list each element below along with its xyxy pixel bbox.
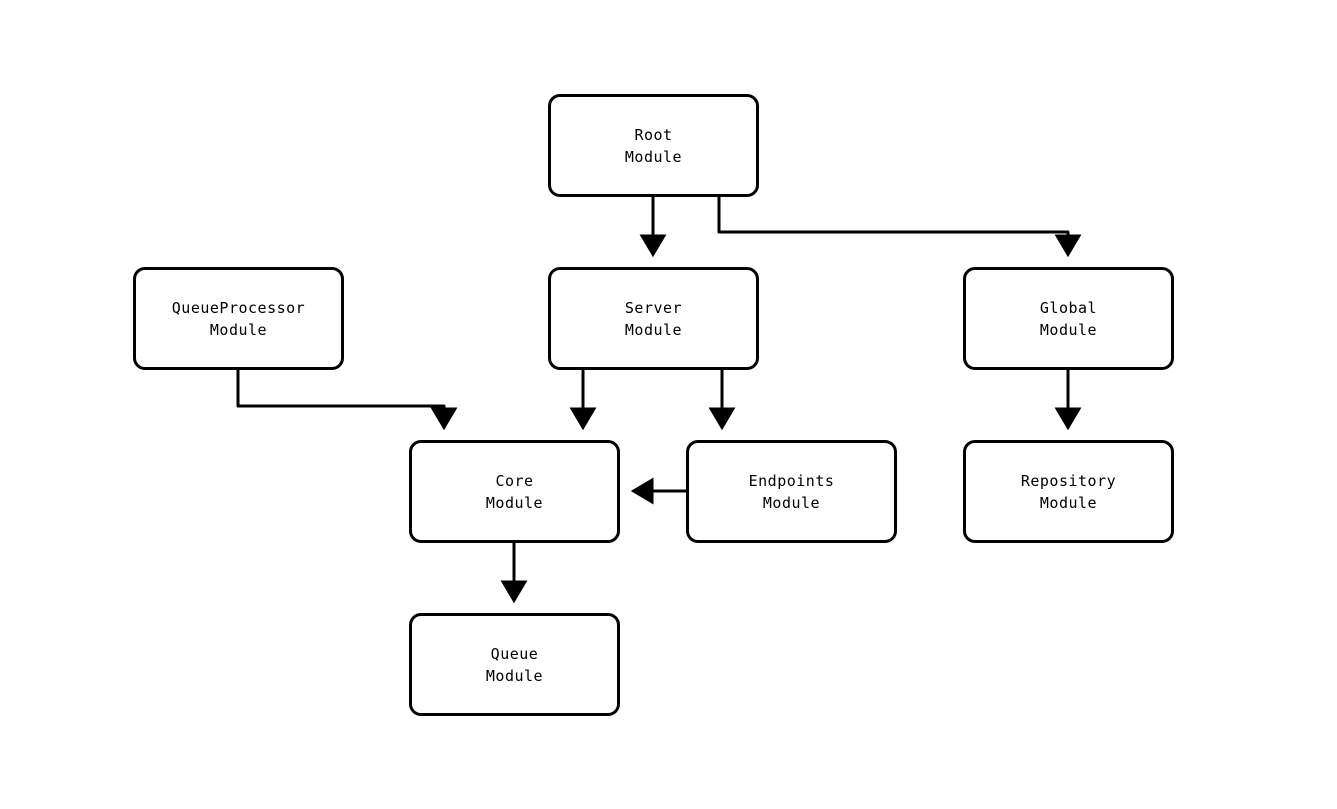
node-label-line2: Module (762, 493, 821, 512)
node-label-line2: Module (624, 320, 683, 339)
node-endpoints-module[interactable] (686, 440, 897, 543)
node-label-line1: Server (624, 298, 683, 317)
node-label-line2: Module (209, 320, 268, 339)
node-global-module[interactable] (963, 267, 1174, 370)
node-label-line1: Repository (1020, 471, 1117, 490)
node-label-line2: Module (1039, 493, 1098, 512)
node-label-line2: Module (485, 493, 544, 512)
node-label-line1: Core (495, 471, 534, 490)
node-label-line1: QueueProcessor (171, 298, 306, 317)
edge-root-to-global (719, 197, 1068, 250)
node-core-module[interactable] (409, 440, 620, 543)
node-root-module[interactable] (548, 94, 759, 197)
node-label-line1: Global (1039, 298, 1098, 317)
node-queueprocessor-module[interactable] (133, 267, 344, 370)
node-label-line2: Module (624, 147, 683, 166)
node-repository-module[interactable] (963, 440, 1174, 543)
node-server-module[interactable] (548, 267, 759, 370)
node-queue-module[interactable] (409, 613, 620, 716)
node-label-line1: Root (634, 125, 673, 144)
node-label-line1: Queue (490, 644, 539, 663)
node-label-line1: Endpoints (748, 471, 835, 490)
node-label-line2: Module (1039, 320, 1098, 339)
node-label-line2: Module (485, 666, 544, 685)
edge-queueprocessor-to-core (238, 370, 444, 423)
